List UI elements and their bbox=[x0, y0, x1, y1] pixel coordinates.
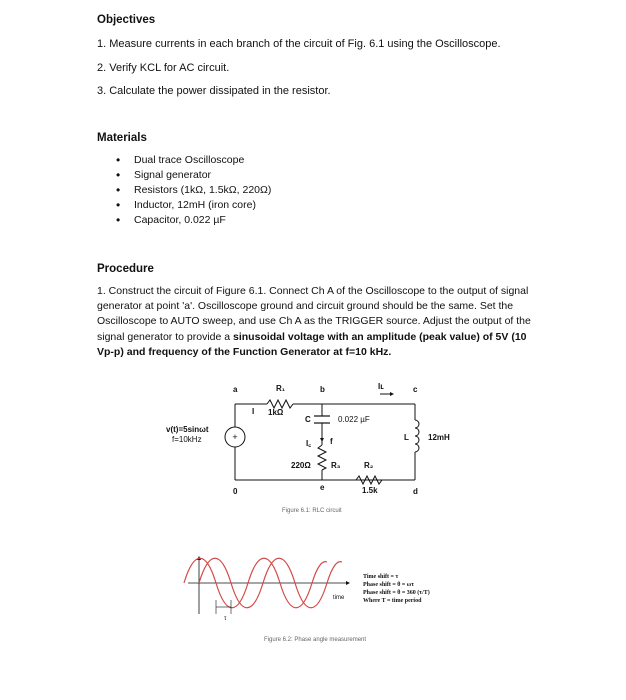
node-c-label: c bbox=[413, 385, 418, 394]
procedure-heading: Procedure bbox=[97, 263, 154, 275]
inductor-value: 12mH bbox=[428, 433, 450, 442]
material-item: • Resistors (1kΩ, 1.5kΩ, 220Ω) bbox=[112, 183, 271, 198]
node-e-label: e bbox=[320, 483, 325, 492]
objectives-heading: Objectives bbox=[97, 14, 156, 26]
r2-value: 1.5k bbox=[362, 486, 378, 495]
time-axis-label: time bbox=[333, 595, 345, 601]
phase-note-2: Phase shift = θ = ωτ bbox=[363, 582, 414, 588]
inductor-label: L bbox=[404, 433, 409, 442]
procedure-text: 1. Construct the circuit of Figure 6.1. Connect Ch A of the Oscilloscope to the output of signal generator at point 'a'. Oscilloscope ground and circuit ground should be the same. Set the Oscilloscope to AUTO sweep, and use Ch A as the TRIGGER source. Adjust the output of the signal generator to provide a bbox=[97, 285, 531, 343]
source-label-line2: f=10kHz bbox=[172, 435, 202, 444]
tau-label: τ bbox=[224, 616, 227, 622]
node-a-label: a bbox=[233, 385, 238, 394]
current-i-label: I bbox=[252, 407, 255, 416]
material-item: • Dual trace Oscilloscope bbox=[112, 153, 271, 168]
phase-note-1: Time shift = τ bbox=[363, 574, 399, 580]
objective-item-2: 2. Verify KCL for AC circuit. bbox=[97, 62, 230, 74]
il-arrowhead bbox=[390, 392, 394, 396]
r3-value: 220Ω bbox=[291, 461, 311, 470]
r1-label: R₁ bbox=[276, 384, 286, 393]
inductor-symbol bbox=[415, 420, 419, 452]
objective-item-3: 3. Calculate the power dissipated in the resistor. bbox=[97, 85, 331, 97]
resistor-r1-symbol bbox=[267, 400, 293, 408]
capacitor-value: 0.022 µF bbox=[338, 415, 370, 424]
r2-label: R₂ bbox=[364, 461, 374, 470]
node-f-label: f bbox=[330, 437, 333, 446]
capacitor-label: C bbox=[305, 415, 311, 424]
phase-angle-plot bbox=[184, 556, 350, 614]
r3-label: R₃ bbox=[331, 461, 341, 470]
phase-note-4: Where T = time period bbox=[363, 598, 422, 604]
circuit-wires bbox=[235, 400, 419, 484]
source-label-line1: v(t)=5sinωt bbox=[166, 425, 209, 434]
objective-item-1: 1. Measure currents in each branch of the circuit of Fig. 6.1 using the Oscilloscope. bbox=[97, 38, 501, 50]
figure-6-1-caption: Figure 6.1: RLC circuit bbox=[282, 508, 342, 514]
node-b-label: b bbox=[320, 385, 325, 394]
material-item: • Inductor, 12mH (iron core) bbox=[112, 198, 271, 213]
material-item: • Signal generator bbox=[112, 168, 271, 183]
resistor-r3-symbol bbox=[318, 445, 326, 470]
ic-label: I꜀ bbox=[306, 439, 311, 448]
figure-6-2-caption: Figure 6.2: Phase angle measurement bbox=[264, 637, 367, 643]
time-axis-arrowhead bbox=[346, 581, 350, 585]
ic-arrowhead bbox=[320, 438, 324, 442]
materials-heading: Materials bbox=[97, 132, 147, 144]
ac-source-plus: + bbox=[232, 432, 238, 442]
il-label: Iʟ bbox=[378, 382, 384, 391]
material-item: • Capacitor, 0.022 µF bbox=[112, 213, 271, 228]
phase-note-3: Phase shift = θ = 360 (τ/T) bbox=[363, 590, 430, 596]
node-d-label: d bbox=[413, 487, 418, 496]
procedure-bold-text: sinusoidal voltage with an amplitude (peak value) of 5V (10 Vp-p) and frequency of the Function Generator at f=10 kHz. bbox=[97, 330, 527, 358]
node-0-label: 0 bbox=[233, 487, 238, 496]
r1-value: 1kΩ bbox=[268, 408, 284, 417]
